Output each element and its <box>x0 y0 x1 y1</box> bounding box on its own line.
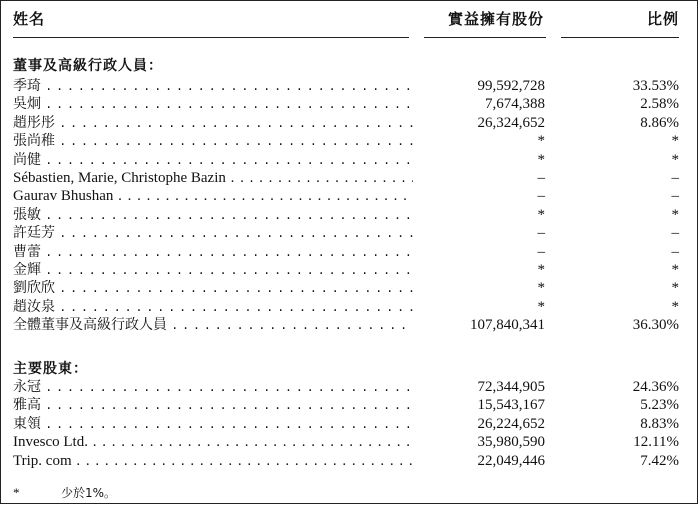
shares-value: * <box>537 151 545 168</box>
holder-name: 趙彤彤 . . . <box>13 114 413 132</box>
table-row <box>0 151 700 169</box>
table-row <box>0 261 700 279</box>
table-row <box>0 243 700 261</box>
ratio-value: 33.53% <box>632 78 679 94</box>
header-rule-shares <box>424 37 546 38</box>
table-row <box>0 378 700 396</box>
ratio-value: – <box>671 170 679 186</box>
holder-name: 尚健 . . . <box>13 151 413 169</box>
shares-value: * <box>537 206 545 223</box>
table-row <box>0 187 700 205</box>
shares-value: 72,344,905 <box>477 379 545 395</box>
shares-value: – <box>537 188 545 205</box>
ratio-value: – <box>671 243 679 260</box>
holder-name: 曹蕾 . . . <box>13 243 413 261</box>
ratio-value: * <box>671 133 679 150</box>
table-row <box>0 396 700 414</box>
ratio-value: 8.83% <box>640 415 679 432</box>
table-row <box>0 224 700 242</box>
holder-name: 季琦 . . . <box>13 77 413 95</box>
holder-name: 趙汝泉 . . . <box>13 298 413 316</box>
shares-value: * <box>537 133 545 150</box>
table-row <box>0 433 700 451</box>
header-rule-ratio <box>561 37 679 38</box>
holder-name: 金輝 . . . <box>13 261 413 279</box>
section-title-directors: 董事及高級行政人員： <box>13 58 163 74</box>
table-row <box>0 169 700 187</box>
holder-name: 全體董事及高級行政人員 . . . <box>13 316 413 334</box>
holder-name: Trip. com . . . <box>13 452 413 470</box>
shares-value: 107,840,341 <box>470 317 545 334</box>
table-row <box>0 298 700 316</box>
table-row <box>0 114 700 132</box>
holder-name: Gaurav Bhushan . . . <box>13 187 413 205</box>
shares-value: 26,324,652 <box>477 114 545 131</box>
ratio-value: 12.11% <box>633 434 679 451</box>
ratio-value: 24.36% <box>632 379 679 395</box>
ratio-value: 2.58% <box>640 96 679 113</box>
table-row <box>0 415 700 433</box>
shares-value: 15,543,167 <box>477 397 545 414</box>
ratio-value: 36.30% <box>632 317 679 334</box>
ratio-value: 7.42% <box>640 452 679 469</box>
shares-value: – <box>537 170 545 186</box>
table-row <box>0 206 700 224</box>
ratio-value: * <box>671 262 679 278</box>
ratio-value: * <box>671 280 679 297</box>
table-row <box>0 279 700 297</box>
holder-name: 張敏 . . . <box>13 206 413 224</box>
shares-value: * <box>537 280 545 297</box>
shares-value: 22,049,446 <box>477 452 545 469</box>
column-header-ratio: 比例 <box>646 10 679 28</box>
table-row <box>0 452 700 470</box>
shares-value: – <box>537 243 545 260</box>
column-header-shares: 實益擁有股份 <box>447 10 544 28</box>
section-title-shareholders: 主要股東： <box>13 361 88 377</box>
shares-value: 7,674,388 <box>485 96 545 113</box>
ratio-value: – <box>671 225 679 242</box>
ratio-value: * <box>671 206 679 223</box>
column-header-name: 姓名 <box>13 10 46 28</box>
ratio-value: 8.86% <box>640 114 679 131</box>
holder-name: Sébastien, Marie, Christophe Bazin . . . <box>13 169 413 187</box>
holder-name: 劉欣欣 . . . <box>13 279 413 297</box>
shares-value: 26,224,652 <box>477 415 545 432</box>
holder-name: 東領 . . . <box>13 415 413 433</box>
footnote-mark: * <box>13 485 20 500</box>
holder-name: 永冠 . . . <box>13 378 413 396</box>
table-row <box>0 95 700 113</box>
shares-value: 35,980,590 <box>477 434 545 451</box>
ratio-value: * <box>671 151 679 168</box>
shares-value: – <box>537 225 545 242</box>
table-row <box>0 77 700 95</box>
holder-name: 吳炯 . . . <box>13 95 413 113</box>
footnote <box>13 484 116 501</box>
table-row <box>0 132 700 150</box>
holder-name: 雅高 . . . <box>13 396 413 414</box>
holder-name: 許廷芳 . . . <box>13 224 413 242</box>
ratio-value: * <box>671 298 679 315</box>
holder-name: 張尚稚 . . . <box>13 132 413 150</box>
shares-value: 99,592,728 <box>477 78 545 94</box>
shares-value: * <box>537 298 545 315</box>
ratio-value: – <box>671 188 679 205</box>
header-rule-name <box>13 37 409 38</box>
holder-name: Invesco Ltd. . . . <box>13 433 413 451</box>
ratio-value: 5.23% <box>640 397 679 414</box>
footnote-text: 少於1%。 <box>61 486 117 500</box>
shares-value: * <box>537 262 545 278</box>
table-row <box>0 316 700 334</box>
